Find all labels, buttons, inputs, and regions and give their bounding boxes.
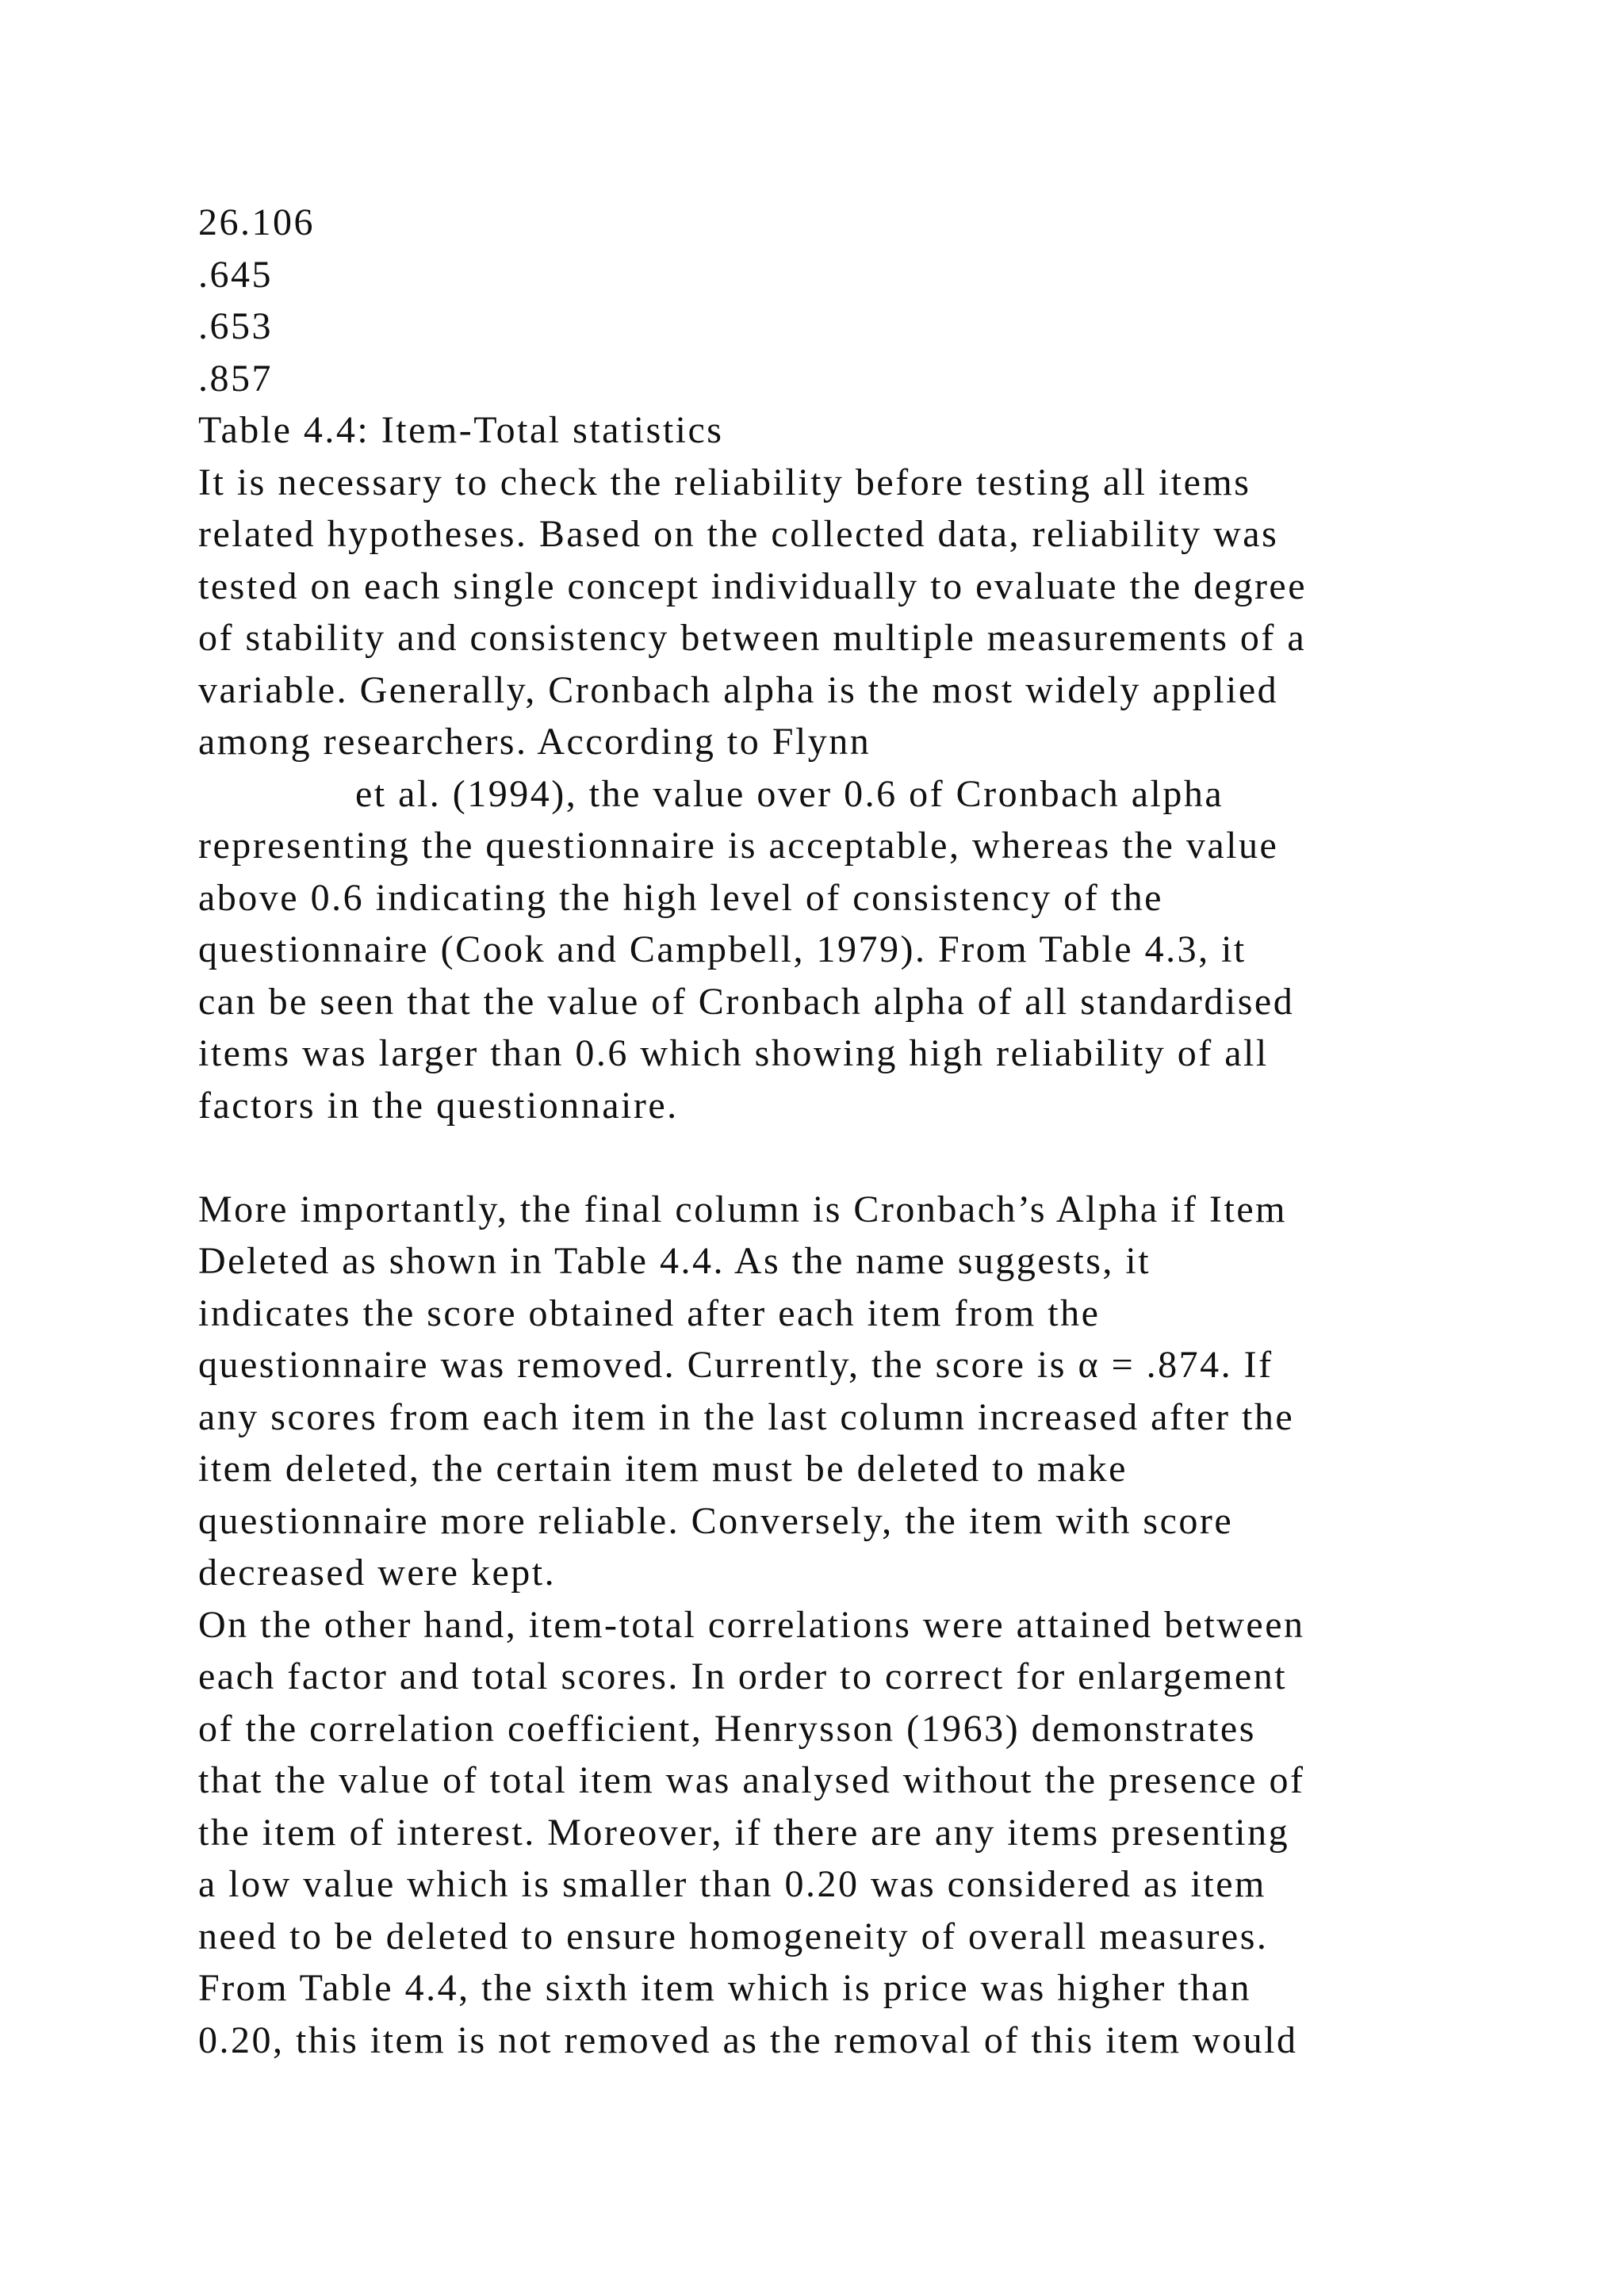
paragraph-line: above 0.6 indicating the high level of consistency of the xyxy=(198,876,1163,919)
paragraph-line: It is necessary to check the reliability before testing all items xyxy=(198,461,1251,503)
paragraph-line: decreased were kept. xyxy=(198,1552,557,1594)
paragraph-line: variable. Generally, Cronbach alpha is the most widely applied xyxy=(198,668,1279,711)
value-line: 26.106 xyxy=(198,201,315,243)
paragraph-line: need to be deleted to ensure homogeneity of overall measures. xyxy=(198,1915,1269,1957)
paragraph-spacer xyxy=(198,1131,1499,1184)
paragraph-line: can be seen that the value of Cronbach alpha of all standardised xyxy=(198,980,1295,1023)
document-body xyxy=(198,197,1499,2066)
paragraph-line: any scores from each item in the last column increased after the xyxy=(198,1395,1295,1438)
paragraph-line: that the value of total item was analysed without the presence of xyxy=(198,1759,1305,1801)
paragraph-line: 0.20, this item is not removed as the removal of this item would xyxy=(198,2019,1298,2061)
paragraph-line: related hypotheses. Based on the collected data, reliability was xyxy=(198,513,1279,555)
value-line: .857 xyxy=(198,357,273,400)
paragraph-line: tested on each single concept individually to evaluate the degree xyxy=(198,564,1308,607)
paragraph-line: the item of interest. Moreover, if there are any items presenting xyxy=(198,1811,1290,1854)
paragraph-line: among researchers. According to Flynn xyxy=(198,721,871,763)
paragraph-line: a low value which is smaller than 0.20 was considered as item xyxy=(198,1863,1266,1905)
value-line: .653 xyxy=(198,305,273,347)
paragraph-line: representing the questionnaire is acceptable, whereas the value xyxy=(198,825,1279,867)
paragraph-line: questionnaire (Cook and Campbell, 1979). From Table 4.3, it xyxy=(198,928,1247,970)
paragraph-line: From Table 4.4, the sixth item which is price was higher than xyxy=(198,1967,1252,2009)
paragraph-line: factors in the questionnaire. xyxy=(198,1084,679,1127)
paragraph-line: Deleted as shown in Table 4.4. As the name suggests, it xyxy=(198,1240,1151,1282)
paragraph-line: each factor and total scores. In order to correct for enlargement xyxy=(198,1655,1288,1697)
value-line: .645 xyxy=(198,253,273,296)
table-caption: Table 4.4: Item-Total statistics xyxy=(198,409,724,451)
paragraph-line: items was larger than 0.6 which showing high reliability of all xyxy=(198,1032,1269,1074)
paragraph-line: et al. (1994), the value over 0.6 of Cronbach alpha xyxy=(355,772,1224,815)
paragraph-line: questionnaire was removed. Currently, the score is α = .874. If xyxy=(198,1344,1274,1386)
paragraph-line: item deleted, the certain item must be deleted to make xyxy=(198,1448,1128,1490)
paragraph-line: indicates the score obtained after each item from the xyxy=(198,1292,1101,1334)
paragraph-line: questionnaire more reliable. Conversely, the item with score xyxy=(198,1499,1234,1542)
paragraph-line: of stability and consistency between multiple measurements of a xyxy=(198,617,1307,659)
paragraph-line: More importantly, the final column is Cronbach’s Alpha if Item xyxy=(198,1188,1287,1230)
paragraph-line: On the other hand, item-total correlations were attained between xyxy=(198,1603,1305,1646)
paragraph-line: of the correlation coefficient, Henrysson (1963) demonstrates xyxy=(198,1707,1256,1750)
